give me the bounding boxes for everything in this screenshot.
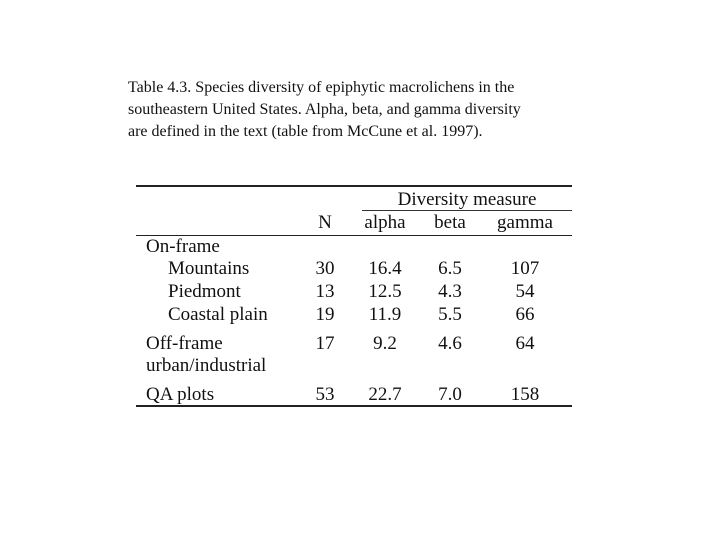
col-header-beta: beta: [434, 212, 466, 233]
cell-qa-gamma: 158: [510, 384, 540, 405]
cell-off-frame-n: 17: [315, 333, 335, 354]
row-label-qa-plots: QA plots: [146, 384, 215, 405]
cell-mountains-gamma: 107: [510, 258, 540, 279]
cell-piedmont-alpha: 12.5: [368, 281, 402, 302]
row-label-mountains: Mountains: [168, 258, 250, 279]
cell-piedmont-beta: 4.3: [438, 281, 462, 302]
table-caption: [128, 77, 598, 143]
cell-off-frame-alpha: 9.2: [373, 333, 397, 354]
cell-qa-alpha: 22.7: [368, 384, 402, 405]
cell-coastal-alpha: 11.9: [368, 304, 402, 325]
cell-qa-n: 53: [315, 384, 335, 405]
group-header: Diversity measure: [397, 189, 537, 210]
row-label-coastal-plain: Coastal plain: [168, 304, 268, 325]
row-label-piedmont: Piedmont: [168, 281, 241, 302]
table-bottom-rule: [136, 405, 572, 407]
cell-piedmont-n: 13: [315, 281, 335, 302]
group-header-rule: [362, 210, 572, 211]
cell-coastal-beta: 5.5: [438, 304, 462, 325]
cell-off-frame-beta: 4.6: [438, 333, 462, 354]
cell-mountains-beta: 6.5: [438, 258, 462, 279]
col-header-gamma: gamma: [497, 212, 553, 233]
cell-qa-beta: 7.0: [438, 384, 462, 405]
cell-coastal-n: 19: [315, 304, 335, 325]
caption-line-3: are defined in the text (table from McCune et al. 1997).: [128, 123, 483, 140]
cell-off-frame-gamma: 64: [515, 333, 535, 354]
cell-mountains-n: 30: [315, 258, 335, 279]
row-label-off-frame: Off-frame: [146, 333, 223, 354]
col-header-n: N: [318, 212, 332, 233]
col-header-alpha: alpha: [364, 212, 406, 233]
diversity-table: [136, 185, 572, 407]
caption-line-1: Table 4.3. Species diversity of epiphytic macrolichens in the: [128, 79, 515, 96]
table-top-rule: [136, 185, 572, 187]
row-label-urban-industrial: urban/industrial: [146, 355, 267, 376]
row-label-on-frame: On-frame: [146, 236, 220, 257]
cell-coastal-gamma: 66: [515, 304, 535, 325]
cell-piedmont-gamma: 54: [515, 281, 535, 302]
caption-line-2: southeastern United States. Alpha, beta, and gamma diversity: [128, 101, 521, 118]
cell-mountains-alpha: 16.4: [368, 258, 402, 279]
